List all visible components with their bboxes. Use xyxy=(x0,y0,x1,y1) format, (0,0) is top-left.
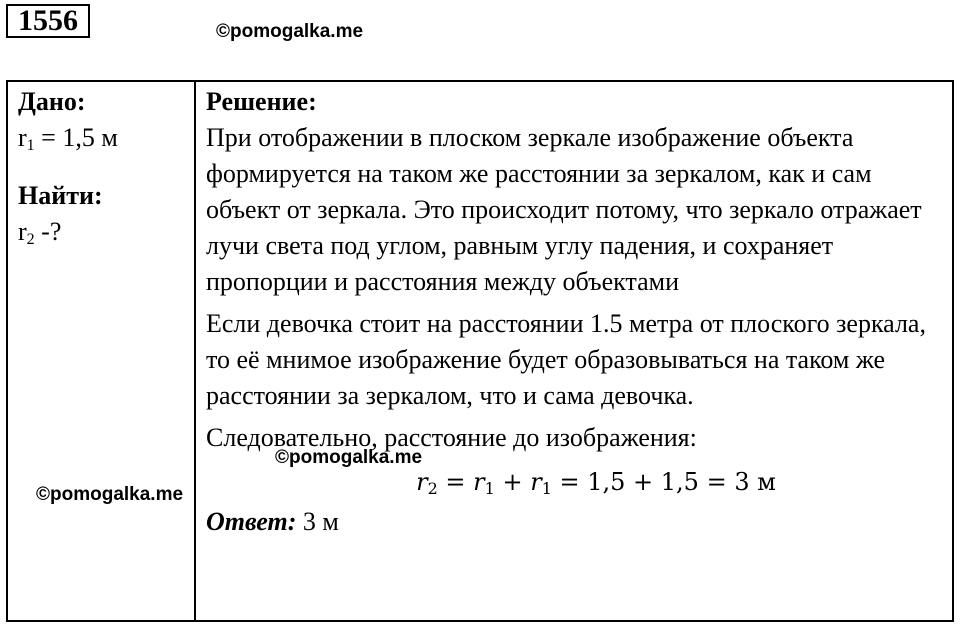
column-divider xyxy=(194,82,196,620)
solution-paragraph-1: При отображении в плоском зеркале изображение объекта формируется на таком же расстоянии за зеркалом, как и сам объект от зеркала. Это происходит потому, что зеркало отражает лучи света под углом, равным углу падения, и сохраняет пропорции и расстояния между объектами xyxy=(206,123,922,296)
answer-label: Ответ: xyxy=(206,507,297,536)
answer xyxy=(206,504,946,540)
solution-paragraph-3: Следовательно, расстояние до изображения: xyxy=(206,423,697,452)
given-r1: $r_1 = 1,5$ м xyxy=(18,123,118,154)
answer-value: 3 м xyxy=(296,507,339,536)
given-column xyxy=(18,82,188,250)
formula: $r_2 = r_1 + r_1 = 1,5 + 1,5 = 3$ м xyxy=(416,468,776,498)
find-heading: Найти: xyxy=(18,181,103,210)
solution-table xyxy=(6,80,954,622)
watermark-top: ©pomogalka.me xyxy=(216,21,364,42)
solution-heading: Решение: xyxy=(206,87,317,116)
watermark-left: ©pomogalka.me xyxy=(36,484,184,505)
solution-column xyxy=(206,82,946,540)
problem-number: 1556 xyxy=(6,4,90,38)
watermark-middle: ©pomogalka.me xyxy=(275,447,423,468)
solution-paragraph-2: Если девочка стоит на расстоянии 1.5 метра от плоского зеркала, то её мнимое изображение будет образовываться на таком же расстоянии за зеркалом, что и сама девочка. xyxy=(206,309,926,410)
given-heading: Дано: xyxy=(18,87,86,116)
find-r2: $r_2$ -? xyxy=(18,217,62,248)
